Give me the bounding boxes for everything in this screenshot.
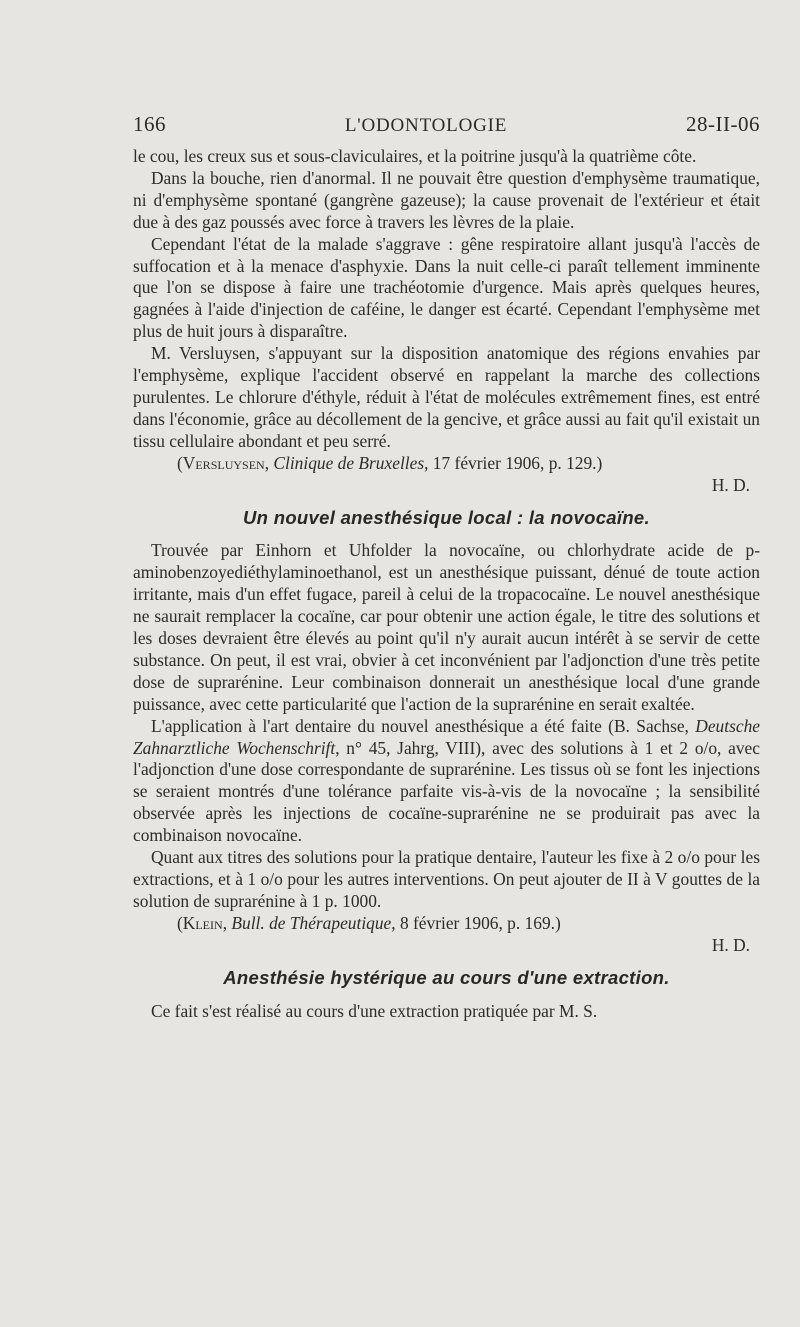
paragraph: Trouvée par Einhorn et Uhfolder la novocaïne, ou chlorhydrate acide de p-aminobenzoyediéthylaminoethanol, est un anesthésique puissant, dénué de toute action irritante, mais d'un effet fugace, pareil à celui de la tropacocaïne. Le nouvel anesthésique ne saurait remplacer la cocaïne, car pour obtenir une action égale, le titre des solutions et les doses devraient être élevés au point qu'il n'y aurait aucun intérêt à se servir de cette substance. On peut, il est vrai, obvier à cet inconvénient par l'adjonction d'une très petite dose de suprarénine. Leur combinaison donnerait un anesthésique local d'une grande puissance, avec cette particularité que l'action de la suprarénine en serait exaltée. [133,540,760,714]
issue-date: 28-II-06 [686,112,760,136]
paragraph-start: L'application à l'art dentaire du nouvel anesthésique a été faite (B. Sachse, [151,715,696,736]
citation: (Versluysen, Clinique de Bruxelles, 17 février 1906, p. 129.) [177,452,603,473]
paragraph: Cependant l'état de la malade s'aggrave : gêne respiratoire allant jusqu'à l'accès de suffocation et à la menace d'asphyxie. Dans la nuit celle-ci paraît tellement imminente que l'on se dispose à faire une trachéotomie d'urgence. Mais après quelques heures, gagnées à l'aide d'injection de caféine, le danger est écarté. Cependant l'emphysème met plus de huit jours à disparaître. [133,233,760,342]
citation: (Klein, Bull. de Thérapeutique, 8 février 1906, p. 169.) [177,912,561,933]
paragraph: Dans la bouche, rien d'anormal. Il ne pouvait être question d'emphysème traumatique, ni d'emphysème spontané (gangrène gazeuse); la cause provenait de l'extérieur et était due à des gaz poussés avec force à travers les lèvres de la plaie. [133,167,760,232]
paragraph [133,716,760,847]
citation-journal: Clinique de Bruxelles [273,452,425,473]
citation-author: Klein [182,912,223,933]
article-body [133,146,760,1022]
page-number: 166 [133,112,166,136]
paragraph: M. Versluysen, s'appuyant sur la disposition anatomique des régions envahies par l'emphysème, explique l'accident observé en rappelant la marche des collections purulentes. Le chlorure d'éthyle, réduit à l'état de molécules extrêmement fines, est entré dans l'économie, grâce au décollement de la gencive, et grâce aussi au fait qu'il existait un tissu cellulaire abondant et peu serré. [133,343,760,451]
section-heading: Un nouvel anesthésique local : la novocaïne. [243,506,650,528]
paragraph: le cou, les creux sus et sous-claviculaires, et la poitrine jusqu'à la quatrième côte. [133,146,697,166]
citation-details: , 17 février 1906, p. 129.) [424,452,603,473]
section-heading: Anesthésie hystérique au cours d'une extraction. [223,966,670,988]
paragraph-journal: Deutsche Zahnarztliche Wochenschrift [133,715,760,758]
citation-journal: Bull. de Thérapeutique [231,912,392,933]
author-initials: H. D. [711,934,750,955]
author-initials: H. D. [711,474,750,495]
paragraph-end: , n° 45, Jahrg, VIII), avec des solutions à 1 et 2 o/o, avec l'adjonction d'une dose correspondante de suprarénine. Les tissus où se font les injections se seraient montrés d'une tolérance parfaite vis-à-vis de la novocaïne ; la sensibilité observée après les injections de cocaïne-suprarénine ne se produirait pas avec la combinaison novocaïne. [133,737,760,846]
paragraph: Quant aux titres des solutions pour la pratique dentaire, l'auteur les fixe à 2 o/o pour les extractions, et à 1 o/o pour les autres interventions. On peut ajouter de II à V gouttes de la solution de suprarénine à 1 p. 1000. [133,847,760,911]
paragraph: Ce fait s'est réalisé au cours d'une extraction pratiquée par M. S. [151,1000,598,1021]
citation-details: , 8 février 1906, p. 169.) [391,912,561,933]
citation-author: Versluysen [182,452,265,473]
running-head [133,112,760,142]
journal-title: L'ODONTOLOGIE [344,115,508,136]
